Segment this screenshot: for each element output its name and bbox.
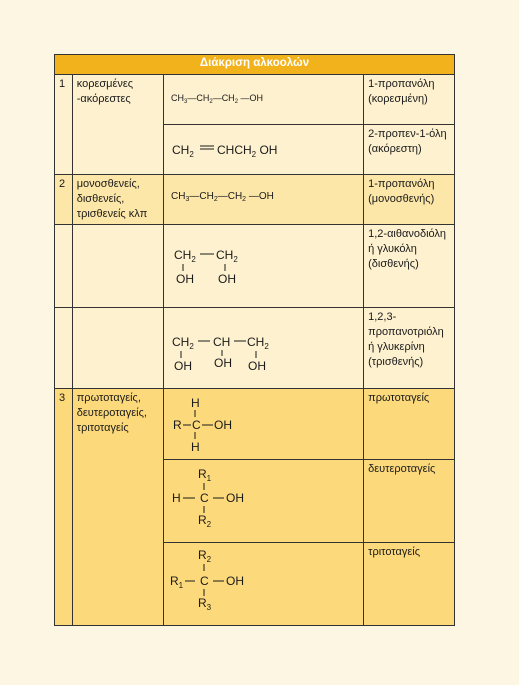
formula-propanetriol	[163, 308, 364, 389]
svg-text:CH2: $CH_2$	[215, 248, 238, 264]
svg-text:R1: $R_1$	[169, 574, 183, 590]
svg-text:R: R	[172, 418, 182, 432]
svg-text:R3: $R_3$	[197, 596, 211, 612]
empty-cell	[72, 225, 163, 308]
svg-text:CH3—CH2—CH2 —OH: $CH_3—CH_2—CH_2$ —OH	[170, 93, 263, 105]
svg-text:CH2: $CH_2$	[171, 335, 194, 351]
svg-text:CH: CH	[212, 335, 230, 349]
svg-text:OH: OH	[225, 574, 244, 588]
svg-text:H: H	[190, 396, 200, 410]
example-name: 1-προπανόλη (μονοσθενής)	[364, 175, 455, 225]
formula-2-propen-1-ol	[163, 125, 364, 175]
svg-text:OH: OH	[213, 356, 232, 370]
formula-primary-alcohol	[163, 389, 364, 460]
example-name: 1,2-αιθανοδιόλη ή γλυκόλη (δισθενής)	[364, 225, 455, 308]
formula-1-propanol	[163, 75, 364, 125]
svg-text:CHCH2 OH: $CHCH_2$ OH	[216, 143, 278, 159]
row-number: 3	[55, 389, 73, 626]
alcohol-classification-table	[54, 54, 455, 626]
svg-text:CH2: $CH_2$	[173, 248, 196, 264]
category-cell: πρωτοταγείς, δευτεροταγείς, τριτοταγείς	[72, 389, 163, 626]
svg-text:OH: OH	[217, 272, 236, 286]
example-name: πρωτοταγείς	[364, 389, 455, 460]
row-number: 2	[55, 175, 73, 225]
svg-text:OH: OH	[247, 359, 266, 373]
svg-text:R1: $R_1$	[197, 467, 211, 483]
svg-text:OH: OH	[175, 272, 194, 286]
empty-cell	[72, 308, 163, 389]
svg-text:CH2: $CH_2$	[171, 143, 194, 159]
svg-text:CH2: $CH_2$	[246, 335, 269, 351]
category-cell: κορεσμένες -ακόρεστες	[72, 75, 163, 175]
formula-1-propanol-monohydric	[163, 175, 364, 225]
svg-text:C: C	[199, 491, 209, 505]
svg-text:CH3—CH2—CH2 —OH: $CH_3—CH_2—CH_2$ —OH	[170, 191, 274, 203]
empty-cell	[55, 308, 73, 389]
formula-secondary-alcohol	[163, 460, 364, 543]
row-number: 1	[55, 75, 73, 175]
example-name: τριτοταγείς	[364, 543, 455, 626]
category-cell: μονοσθενείς, δισθενείς, τρισθενείς κλπ	[72, 175, 163, 225]
svg-text:H: H	[171, 491, 181, 505]
example-name: 2-προπεν-1-όλη (ακόρεστη)	[364, 125, 455, 175]
empty-cell	[55, 225, 73, 308]
formula-tertiary-alcohol	[163, 543, 364, 626]
svg-text:OH: OH	[213, 418, 232, 432]
example-name: δευτεροταγείς	[364, 460, 455, 543]
svg-text:C: C	[191, 418, 201, 432]
formula-ethanediol	[163, 225, 364, 308]
example-name: 1-προπανόλη (κορεσμένη)	[364, 75, 455, 125]
svg-text:H: H	[190, 440, 200, 454]
svg-text:OH: OH	[173, 359, 192, 373]
example-name: 1,2,3-προπανοτριόλη ή γλυκερίνη (τρισθενής)	[364, 308, 455, 389]
svg-text:C: C	[199, 574, 209, 588]
table-title: Διάκριση αλκοολών	[55, 55, 455, 75]
svg-text:OH: OH	[225, 491, 244, 505]
svg-text:R2: $R_2$	[197, 513, 211, 529]
svg-text:R2: $R_2$	[197, 548, 211, 564]
